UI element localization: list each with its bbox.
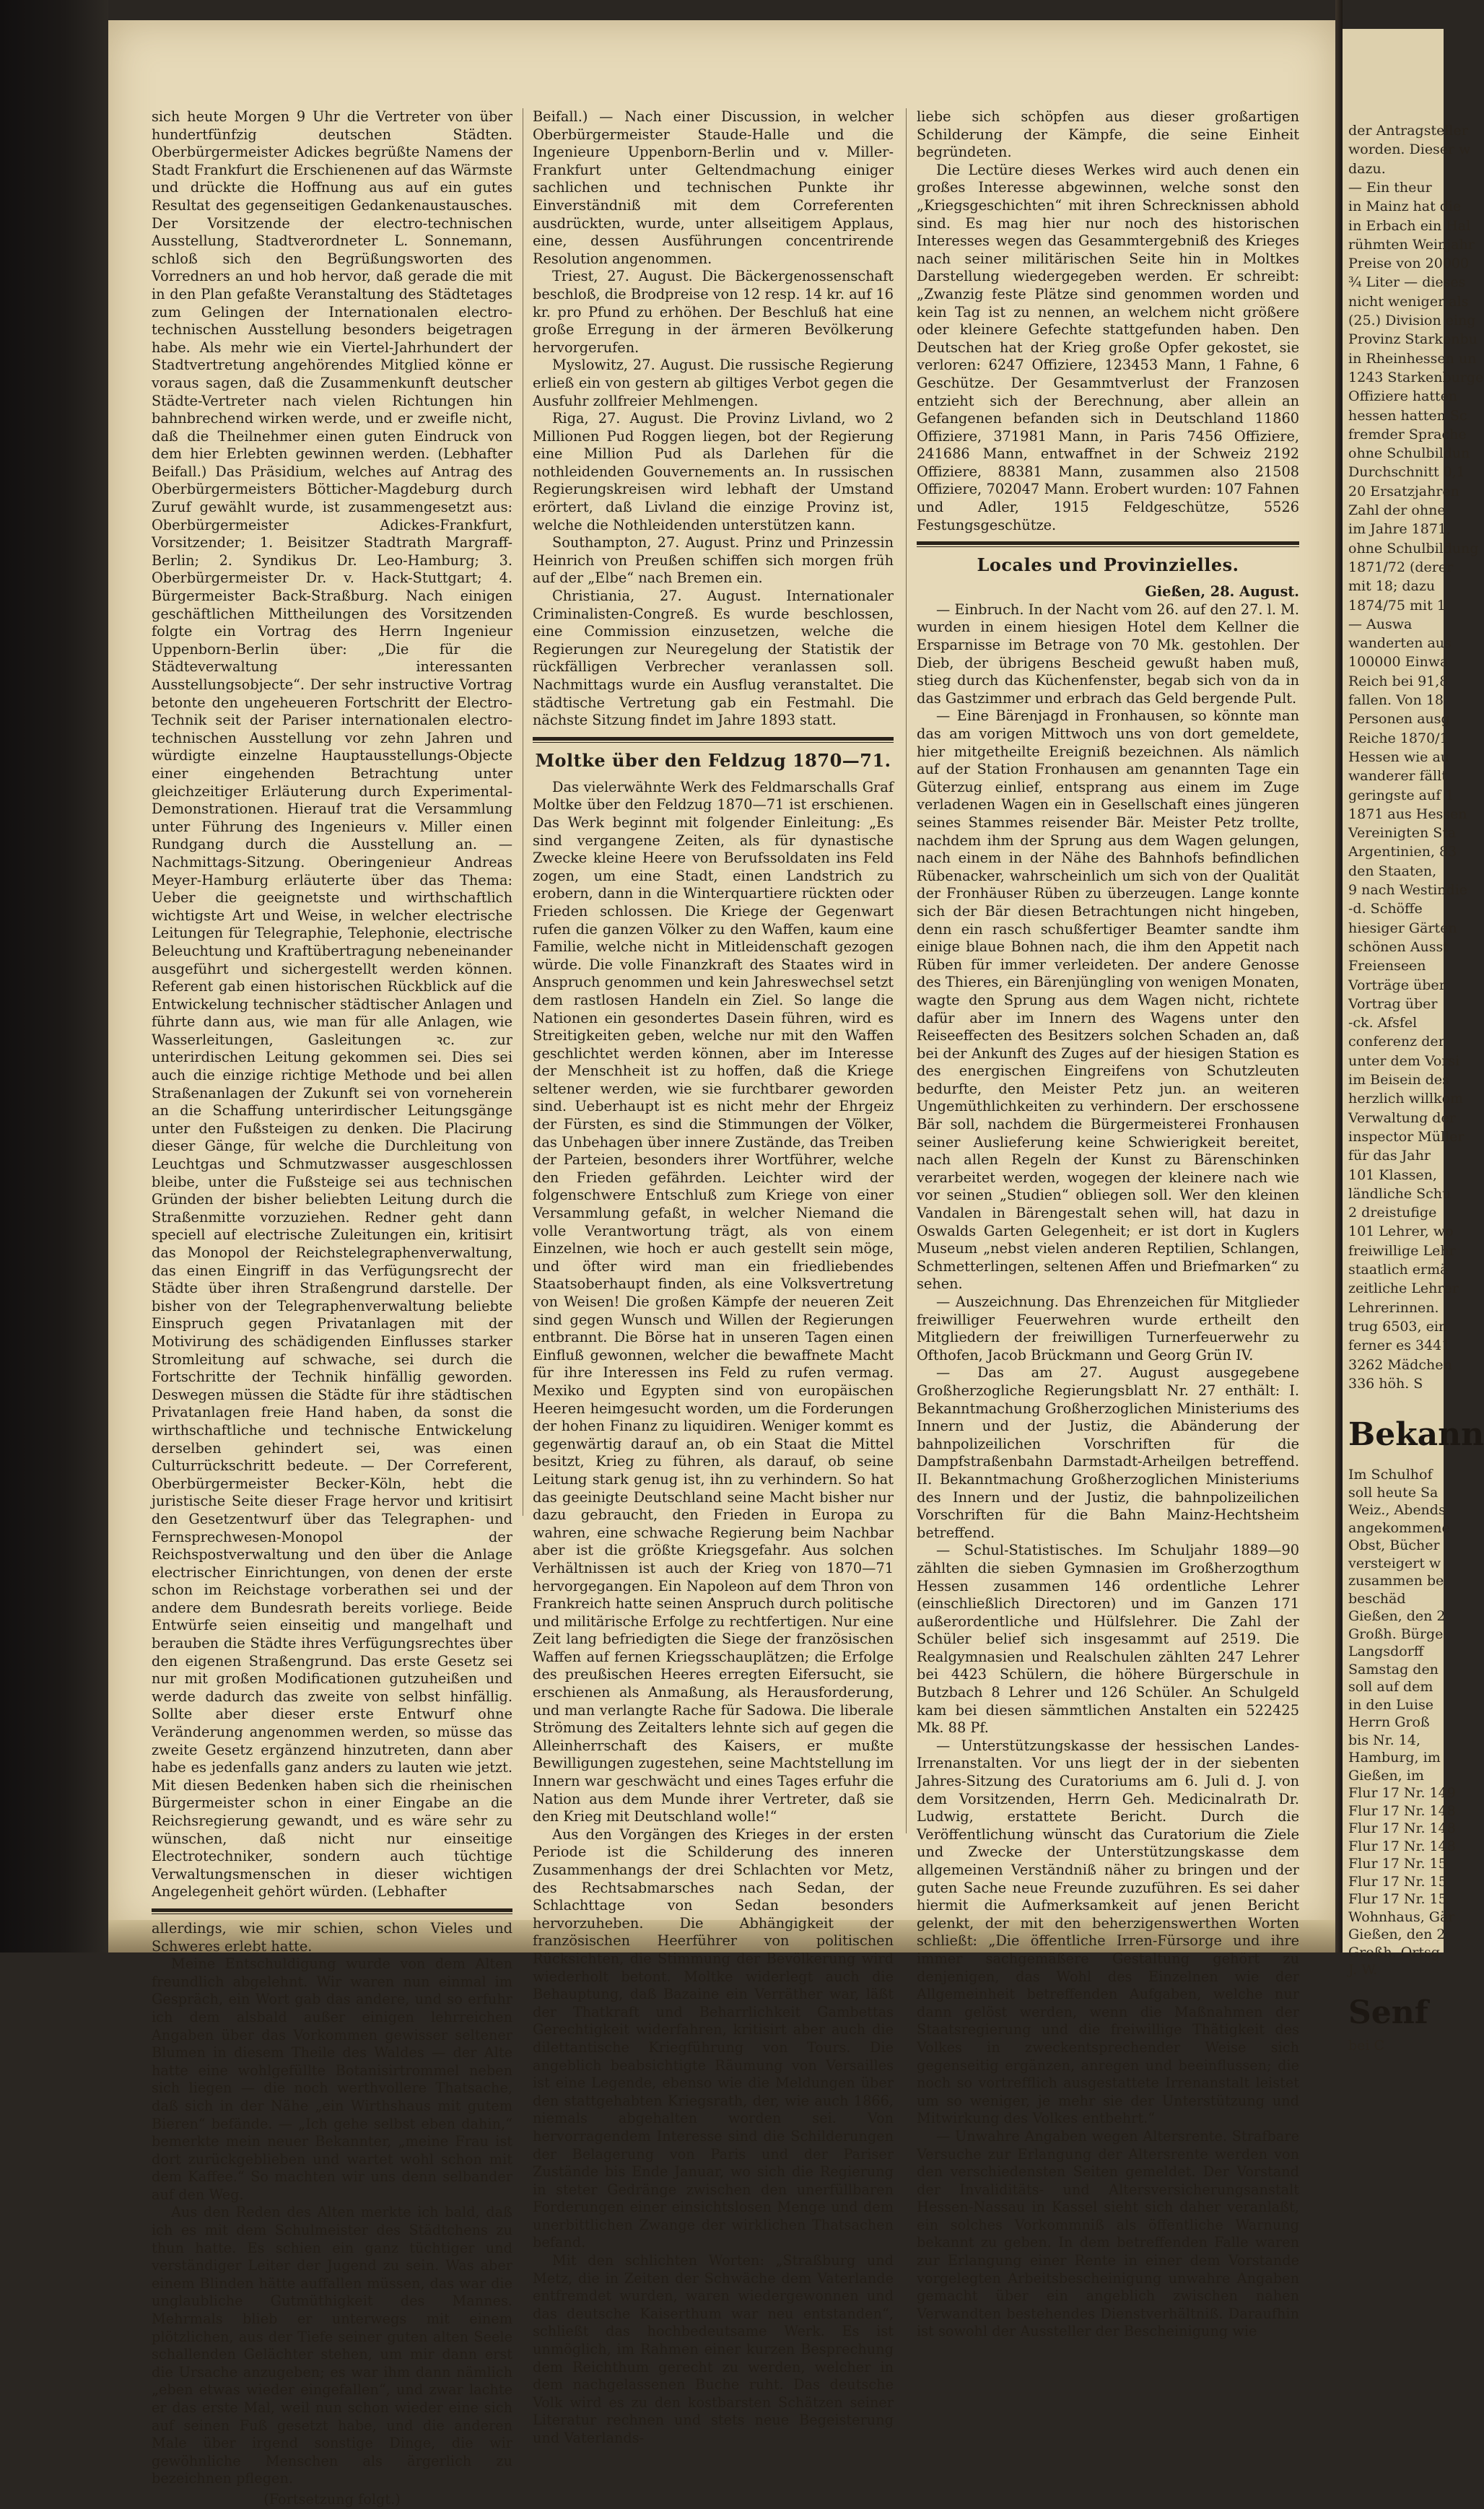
next-page-line: Lehrerinnen. [1348, 1299, 1439, 1316]
next-page-line: herzlich willkom [1348, 1091, 1464, 1107]
next-page-line: -ck. Afsfel [1348, 1015, 1418, 1031]
next-page-line: soll auf dem [1348, 1679, 1433, 1696]
next-page-line: Reiche 1870/1 [1348, 730, 1449, 746]
next-page-line: Verwaltung der [1348, 1109, 1456, 1126]
news-item: Triest, 27. August. Die Bäckergenossenschaft beschloß, die Brodpreise von 12 resp. 14 kr. auf 16 kr. pro Pfund zu erhöhen. Der Beschluß hat eine große Erregung in der ärmeren Bevölkerung hervorgerufen. [533, 268, 894, 356]
next-page-line: geringste auf 1 [1348, 787, 1454, 803]
next-page-line: fremder Sprache [1348, 426, 1467, 442]
next-page-line: Vortrag über [1348, 995, 1438, 1012]
next-page-line: 1874/75 mit 1 [1348, 597, 1446, 614]
next-page-line: Flur 17 Nr. 149 [1348, 1785, 1456, 1802]
column-rule [906, 108, 907, 1833]
local-news-item: — Schul-Statistisches. Im Schuljahr 1889—90 zählten die sieben Gymnasien im Großherzogthum Hessen zusammen 146 ordentliche Lehrer (einschließlich Directoren) und im Ganzen 171 außerordentliche und Hülfslehrer. Die Zahl der Schüler belief sich insgesammt auf 2519. Die Realgymnasien und Realschulen zählten 247 Lehrer bei 4423 Schülern, die höhere Bürgerschule in Butzbach 8 Lehrer und 126 Schüler. An Schulgeld kam bei diesen sämmtlichen Anstalten ein 522425 Mk. 88 Pf. [917, 1542, 1299, 1737]
feuilleton-divider [152, 1908, 512, 1914]
next-page-line: fallen. Von 18 [1348, 692, 1444, 708]
article-text: liebe sich schöpfen aus dieser großartigen Schilderung der Kämpfe, die seine Einheit begründeten. [917, 108, 1299, 161]
next-page-line: Gießen, den 2 [1348, 1927, 1446, 1943]
next-page-line: Flur 17 Nr. 15 [1348, 1873, 1447, 1890]
next-page-line: in den Luise [1348, 1696, 1433, 1713]
next-page-line: 9 nach Westindie [1348, 882, 1468, 898]
article-paragraph: Aus den Vorgängen des Krieges in der ersten Periode ist die Schilderung des inneren Zusammenhangs der drei Schlachten vor Metz, des Rechtsabmarsches nach Sedan, der Schlachttage von Sedan besonders hervorzuheben. Die Abhängigkeit der französischen Heerführer von politischen Rücksichten, die Stimmung der Bevölkerung wird wiederholt betont. Moltke widerlegt auch die Behauptung, daß Bazaine ein Verräther war, läßt der Thatkraft und Beharrlichkeit Gambettas Gerechtigkeit widerfahren, kritisirt aber auch die dilettantische Kriegführung von Tours. Die angeblich beabsichtigte Räumung von Versailles ist eine Legende, ebenso wie die Meldungen über den stattgehabten Kriegsrath, der, wie auch 1866, niemals abgehalten worden sei. Von hervorragendem Interesse sind die Schilderungen der Belagerung von Paris und der Pariser Zustände bis Ende Januar, wo sich die Regierung in steter Gedränge zwischen den unerfüllbaren Forderungen einer einsichtslosen Menge und dem unerbittlichen Zwange der wirklichen Thatsachen befand. [533, 1825, 894, 2251]
next-page-line: Gießen, den 2 [1348, 1608, 1446, 1625]
next-page-line: 3262 Mädchen [1348, 1356, 1452, 1373]
next-page-line: freiwillige Lehr [1348, 1242, 1456, 1259]
continuation-note: (Fortsetzung folgt.) [263, 2490, 401, 2508]
next-page-line: den Staaten, [1348, 863, 1437, 879]
next-page-line: worden. Dieser w [1348, 141, 1471, 158]
news-item: Myslowitz, 27. August. Die russische Regierung erließ ein von gestern ab giltiges Verbot gegen die Ausfuhr zollfreier Mehlmengen. [533, 357, 894, 409]
column-3 [917, 108, 1299, 2341]
next-page-line: Argentinien, 83 [1348, 844, 1457, 860]
next-page-line: Zahl der ohne [1348, 502, 1446, 518]
next-page-line: Provinz Starkenbu [1348, 331, 1478, 348]
next-page-line: mit 18; dazu [1348, 578, 1436, 595]
next-page-line: Vereinigten Sta [1348, 825, 1457, 842]
next-page-line: im Jahre 1871, [1348, 521, 1452, 538]
next-page-line: in Erbach ein Hal [1348, 217, 1471, 234]
next-page-line: soll heute Sa [1348, 1484, 1439, 1501]
next-page-line: 101 Lehrer, wo [1348, 1223, 1454, 1240]
feuilleton-paragraph: Aus den Reden des Alten merkte ich bald, daß ich es mit dem Schulmeister des Städtchens zu thun hatte. Es schien ein ganz tüchtiger und verständiger Leiter der Jugend zu sein. Was aber einem Blinden hätte auffallen müssen, das war die unglaubliche Gutmüthigkeit des Mannes. Mehrmals blieb er unterwegs mit einem plötzlichen, aus der Tiefe seiner guten alten Seele schallenden Gelächter stehen, um mir dann erst die Ursache anzugeben; es war ihm dann nämlich „eben etwas wieder eingefallen“, und zwar lachte er das erste Mal, weil nun schon wieder eine sich auf seinen Fuß gesetzt habe, und die anderen Male über irgend sonstige Dinge, die wir gewöhnliche Menschen als ärgerlich zu bezeichnen pflegen. [152, 2204, 512, 2487]
next-page-line: staatlich ermä [1348, 1262, 1449, 1278]
column-1 [152, 108, 512, 2509]
next-page-line: Großh. Ortsg [1348, 1944, 1440, 1960]
next-page-line: trug 6503, ein [1348, 1318, 1448, 1335]
news-item: Christiania, 27. August. Internationaler Criminalisten-Congreß. Es wurde beschlossen, eine Commission einzusetzen, welche die Regierungen zur Neuregelung der Statistik der rückfälligen Verbrecher veranlassen soll. Nachmittags wurde ein Ausflug veranstaltet. Die städtische Vertretung gab ein Festmahl. Die nächste Sitzung findet im Jahre 1893 statt. [533, 588, 894, 729]
next-page-heading: Bekann [1348, 1416, 1484, 1454]
next-page-line: schönen Ausst [1348, 938, 1449, 955]
next-page-line: — Ein theur [1348, 179, 1432, 196]
next-page-line: Weiz., Abends [1348, 1502, 1446, 1519]
local-news-item: — Auszeichnung. Das Ehrenzeichen für Mitglieder freiwilliger Feuerwehren wurde ertheilt den Mitgliedern der freiwilligen Turnerfeuerwehr zu Ofthofen, Jacob Brückmann und Georg Grün IV. [917, 1293, 1299, 1363]
section-heading: Locales und Provinzielles. [977, 554, 1239, 576]
next-page-line: Obst, Bücher [1348, 1537, 1440, 1554]
next-page-line: ohne Schulbildun [1348, 445, 1470, 462]
next-page-line: ländliche Schu [1348, 1185, 1452, 1202]
local-news-item: — Unwahre Angaben wegen Altersrente. Strafbare Versuche zur Erlangung der Altersrente werden von den verschiedensten Seiten gemeldet. Der Vorstand der Invaliditäts- und Altersversicherungsanstalt Hessen-Nassau in Kassel sieht sich daher veranlaßt, ein solches Vorkommniß als öffentliche Warnung bekannt zu geben. In dem betreffenden Falle waren zur Erlangung einer Rente in einer dem Vorstande vorgelegten Arbeitsbescheinigung unwahre Angaben gemacht über ein angeblich zwischen nahen Verwandten bestehendes Dienstverhältniß. Daraufhin ist sowohl der Aussteller der Bescheinigung wie [917, 2127, 1299, 2340]
news-item: Riga, 27. August. Die Provinz Livland, wo 2 Millionen Pud Roggen liegen, bot der Regierung eine Million Pud als Darlehen für die nothleidenden Gouvernements an. In russischen Regierungskreisen wird lebhaft der Umstand erörtert, daß Livland die einzige Provinz ist, welche die Nothleidenden unterstützen kann. [533, 410, 894, 533]
next-page-line: unter dem Vorsi [1348, 1052, 1460, 1069]
next-page-line: 1871/72 (derer [1348, 559, 1454, 575]
next-page-line: angekommene [1348, 1519, 1450, 1536]
next-page-line: Flur 17 Nr. 148 [1348, 1820, 1456, 1837]
next-page-line: Herrn Groß [1348, 1714, 1430, 1731]
local-news-item: — Einbruch. In der Nacht vom 26. auf den 27. l. M. wurden in einem hiesigen Hotel dem Kellner die Ersparnisse im Betrage von 70 Mk. gestohlen. Der Dieb, der übrigens Bescheid gewußt haben muß, stieg durch das Küchenfenster, begab sich von da in das Gastzimmer und erbrach das Geld bergende Pult. [917, 601, 1299, 707]
next-page-line: J. W. [1348, 1962, 1378, 1978]
next-page-line: hiesiger Gärten [1348, 920, 1457, 936]
next-page-line: nicht weniger als [1348, 293, 1469, 310]
article-paragraph: Die Lectüre dieses Werkes wird auch denen ein großes Interesse abgewinnen, welche sonst den „Kriegsgeschichten“ mit ihren Schrecknissen abhold sind. Es mag hier nur noch des historischen Interesses wegen das Gesammtergebniß des Krieges nach seiner militärischen Seite hin in Moltkes Darstellung wiedergegeben werden. Er schreibt: „Zwanzig feste Plätze sind genommen worden und kein Tag ist zu nennen, an welchem nicht größere oder kleinere Gefechte stattgefunden haben. Den Deutschen hat der Krieg große Opfer gekostet, sie verloren: 6247 Offiziere, 123453 Mann, 1 Fahne, 6 Geschütze. Der Gesammtverlust der Franzosen entzieht sich der Berechnung, aber allein an Gefangenen befanden sich in Deutschland 11860 Offiziere, 371981 Mann, in Paris 7456 Offiziere, 241686 Mann, entwaffnet in der Schweiz 2192 Offiziere, 88381 Mann, zusammen also 21508 Offiziere, 702047 Mann. Erobert wurden: 107 Fahnen und Adler, 1915 Feldgeschütze, 5526 Festungsgeschütze. [917, 161, 1299, 533]
next-page-line: 100000 Einwa [1348, 654, 1449, 671]
next-page-line: Flur 17 Nr. 15 [1348, 1856, 1447, 1872]
local-news-item: — Eine Bärenjagd in Fronhausen, so könnte man das am vorigen Mittwoch uns von dort gemeldete, hier mitgetheilte Ereigniß bezeichnen. Als nämlich auf der Station Fronhausen am genannten Tage ein Güterzug einlief, entsprang aus einem im Zuge verladenen Wagen ein in Gesellschaft eines jüngeren seines Stammes reisender Bär. Meister Petz trollte, nachdem ihm der Sprung aus dem Wagen gelungen, nach einem in der Nähe des Bahnhofs befindlichen Rübenacker, wahrscheinlich um sich von der Qualität der Fronhäuser Rüben zu überzeugen. Lange konnte sich der Bär diesen Betrachtungen nicht hingeben, denn ein rasch schußfertiger Beamter sandte ihm einige blaue Bohnen nach, die ihm den Appetit nach Rüben für immer verleideten. Der andere Genosse des Thieres, ein Bärenjüngling von wenigen Monaten, wagte den Sprung aus dem Wagen nicht, richtete dafür aber im Innern des Wagens unter den Reiseeffecten des Besitzers solchen Schaden an, daß bei der Ankunft des Zuges auf der hiesigen Station es des energischen Eingreifens von Schutzleuten bedurfte, den Meister Petz jun. an weiteren Ungemüthlichkeiten zu verhindern. Der erschossene Bär soll, nachdem die Bürgermeisterei Fronhausen seiner Auslieferung keine Schwierigkeit bereitet, nach allen Regeln der Kunst zu Bärenschinken verarbeitet werden, wogegen der kleinere nach wie vor seinen „Studien“ obliegen soll. Wer den kleinen Vandalen in Bärengestalt sehen will, hat dazu in Oswalds Garten Gelegenheit; er ist dort in Kuglers Museum „nebst vielen anderen Reptilien, Schlangen, Schmetterlingen, seltenen Affen und Briefmarken“ zu sehen. [917, 707, 1299, 1293]
next-page-line: wanderten aus [1348, 635, 1452, 652]
next-page-line: 101 Klassen, [1348, 1166, 1437, 1183]
section-heading: Moltke über den Feldzug 1870—71. [535, 749, 891, 771]
next-page-line: Flur 17 Nr. 148 [1348, 1802, 1456, 1819]
next-page-line: Durchschnitt 0,1 [1348, 464, 1465, 481]
next-page-line: Flur 17 Nr. 148 [1348, 1838, 1456, 1854]
next-page-line: conferenz der [1348, 1034, 1445, 1050]
next-page-line: bei C [1348, 2037, 1385, 2054]
next-page-line: zeitliche Lehrer [1348, 1280, 1459, 1297]
next-page-line: Wohnhaus, Gär [1348, 1908, 1455, 1925]
next-page-line: für das Jahr [1348, 1148, 1431, 1164]
next-page-line: in Mainz hat die [1348, 198, 1462, 215]
article-text: Beifall.) — Nach einer Discussion, in welcher Oberbürgermeister Staude-Halle und die Ingenieure Uppenborn-Berlin und v. Miller-Frankfurt unter Geltendmachung einiger sachlichen und technischen Punkte ihr Einverständniß mit dem Correferenten ausdrückten, wurde, unter allseitigem Applaus, eine, dessen Ausführungen concentrirende Resolution angenommen. [533, 108, 894, 267]
news-item: Southampton, 27. August. Prinz und Prinzessin Heinrich von Preußen schiffen sich morgen früh auf der „Elbe“ nach Bremen ein. [533, 534, 894, 587]
next-page-line: Großh. Bürge [1348, 1626, 1444, 1642]
next-page-line: (25.) Division eing [1348, 313, 1476, 328]
article-paragraph: Das vielerwähnte Werk des Feldmarschalls Graf Moltke über den Feldzug 1870—71 ist erschienen. Das Werk beginnt mit folgender Einleitung: „Es sind vergangene Zeiten, als für dynastische Zwecke kleine Heere von Berufssoldaten ins Feld zogen, um eine Stadt, einen Landstrich zu erobern, dann in die Winterquartiere rückten oder Frieden schlossen. Die Kriege der Gegenwart rufen die ganzen Völker zu den Waffen, kaum eine Familie, welche nicht in Mitleidenschaft gezogen würde. Die volle Finanzkraft des Staates wird in Anspruch genommen und kein Jahreswechsel setzt dem rastlosen Handeln ein Ziel. So lange die Nationen ein gesondertes Dasein führen, wird es Streitigkeiten geben, welche nur mit den Waffen geschlichtet werden können, aber im Interesse der Menschheit ist zu hoffen, daß die Kriege seltener werden, wie sie furchtbarer geworden sind. Ueberhaupt ist es nicht mehr der Ehrgeiz der Fürsten, es sind die Stimmungen der Völker, das Unbehagen über innere Zustände, das Treiben der Parteien, besonders ihrer Wortführer, welche den Frieden gefährden. Leichter wird der folgenschwere Entschluß zum Kriege von einer Versammlung gefaßt, in welcher Niemand die volle Verantwortung trägt, als von einem Einzelnen, wie hoch er auch gestellt sein möge, und öfter wird man ein friedliebendes Staatsoberhaupt finden, als eine Volksvertretung von Weisen! Die großen Kämpfe der neueren Zeit sind gegen Wunsch und Willen der Regierungen entbrannt. Die Börse hat in unseren Tagen einen Einfluß gewonnen, welcher die bewaffnete Macht für ihre Interessen ins Feld zu rufen vermag. Mexiko und Egypten sind von europäischen Heeren heimgesucht worden, um die Forderungen der hohen Finanz zu liquidiren. Weniger kommt es gegenwärtig darauf an, ob ein Staat die Mittel besitzt, Krieg zu führen, als darauf, ob seine Leitung stark genug ist, ihn zu verhindern. So hat das geeinigte Deutschland seine Macht bisher nur dazu gebraucht, den Frieden in Europa zu wahren, eine schwache Regierung beim Nachbar aber ist die größte Kriegsgefahr. Aus solchen Verhältnissen ist auch der Krieg von 1870—71 hervorgegangen. Ein Napoleon auf dem Thron von Frankreich hatte seinen Anspruch durch politische und militärische Erfolge zu rechtfertigen. Nur eine Zeit lang befriedigten die Siege der französischen Waffen auf fernen Kriegsschauplätzen; die Erfolge des preußischen Heeres erregten Eifersucht, sie erschienen als Anmaßung, als Herausforderung, und man verlangte Rache für Sadowa. Die liberale Strömung des Zeitalters lehnte sich auf gegen die Alleinherrschaft des Kaisers, er mußte Bewilligungen zugestehen, seine Machtstellung im Innern war geschwächt und eines Tages erfuhr die Nation aus dem Munde ihrer Vertreter, daß sie den Krieg mit Deutschland wolle!“ [533, 778, 894, 1825]
next-page-line: im Beisein des [1348, 1072, 1449, 1088]
next-page-line: versteigert w [1348, 1555, 1441, 1571]
dateline: Gießen, 28. August. [1145, 583, 1299, 601]
next-page-heading: Senf [1348, 1994, 1428, 2031]
next-page-line: dazu. [1348, 160, 1386, 177]
next-page-line: 2 dreistufige [1348, 1205, 1437, 1221]
next-page-line: Reich bei 91,8 [1348, 673, 1449, 689]
next-page-line: beschäd [1348, 1590, 1406, 1607]
next-page-line: Offiziere hatten [1348, 388, 1458, 405]
next-page-line: rühmten Weinjahr [1348, 236, 1475, 253]
next-page-line: ohne Schulbildung [1348, 540, 1479, 557]
next-page-line: Freienseen [1348, 958, 1426, 974]
next-page-line: ferner es 3441 [1348, 1338, 1451, 1354]
article-paragraph: Mit den schlichten Worten: „Straßburg und Metz, die in Zeiten der Schwäche dem Vaterlande entfremdet wurden, waren wiedergewonnen und das deutsche Kaiserthum war neu entstanden“, schließt das hochbedeutsame Werk. Es ist unmöglich, im Rahmen einer kurzen Besprechung dem Reichthum gerecht zu werden, welcher in dem nachgelassenen Buche ruht. Das deutsche Volk wird es zu den kostbarsten Schätzen seiner Literatur rechnen und stets neue Begeisterung und Vaterlands- [533, 2252, 894, 2446]
next-page-line: Hamburg, im [1348, 1750, 1441, 1766]
next-page-line: — Auswa [1348, 616, 1413, 632]
next-page-line: Personen ausg [1348, 711, 1450, 728]
next-page-line: -d. Schöffe [1348, 901, 1423, 917]
next-page-line: Im Schulhof [1348, 1467, 1433, 1483]
next-page-line: Flur 17 Nr. 15 [1348, 1891, 1447, 1908]
local-news-item: — Das am 27. August ausgegebene Großherzogliche Regierungsblatt Nr. 27 enthält: I. Bekanntmachung Großherzoglichen Ministeriums des Innern und der Justiz, die Abänderung der bahnpolizeilichen Vorschriften für die Dampfstraßenbahn Darmstadt-Arheilgen betreffend. II. Bekanntmachung Großherzoglichen Ministeriums des Innern und der Justiz, die bahnpolizeilichen Vorschriften für die Bahn Mainz-Hechtsheim betreffend. [917, 1364, 1299, 1541]
next-page-line: ¾ Liter — dieses [1348, 274, 1466, 291]
next-page-line: hessen hatten Sc [1348, 407, 1467, 424]
next-page-line: Gießen, im [1348, 1767, 1424, 1784]
next-page-line: wanderer fällt [1348, 768, 1447, 785]
next-page-edge [1343, 29, 1484, 2054]
next-page-line: 336 höh. S [1348, 1375, 1423, 1392]
local-news-item: — Unterstützungskasse der hessischen Landes-Irrenanstalten. Vor uns liegt der in der siebenten Jahres-Sitzung des Curatoriums am 6. Juli d. J. von dem Vorsitzenden, Herrn Geh. Medicinalrath Dr. Ludwig, erstattete Bericht. Durch die Veröffentlichung wünscht das Curatorium die Ziele und Zwecke der Unterstützungskasse dem allgemeinen Verständniß näher zu bringen und der guten Sache neue Freunde zuzuführen. Es sei daher hiermit die Aufmerksamkeit auf jenen Bericht gelenkt, der mit den beherzigenswerthen Worten schließt: „Die öffentliche Irren-Fürsorge und ihre immer sachgemäßere Gestaltung gehört zu denjenigen, das Wohl des Einzelnen wie der Allgemeinheit betreffenden Aufgaben, welche nur dann gelöst werden, wenn die Maßnahmen der Staatsregierung und die freiwillige Thätigkeit des Volkes in zweckentsprechender Weise sich gegenseitig ergänzen, anregen und beeinflussen; die noch so vortrefflich ausgestattete Irrenanstalt leistet um so weniger, je mehr sie der Unterstützung und Mitwirkung des Volkes entbehrt.“ [917, 1737, 1299, 2127]
next-page-line: Samstag den [1348, 1661, 1439, 1677]
next-page-line: Vorträge über [1348, 977, 1446, 993]
section-divider [533, 737, 894, 743]
next-page-line: bis Nr. 14, [1348, 1732, 1420, 1748]
next-page-line: Preise von 20000 [1348, 256, 1470, 272]
article-text: sich heute Morgen 9 Uhr die Vertreter von über hundertfünfzig deutschen Städten. Oberbürgermeister Adickes begrüßte Namens der Stadt Frankfurt die Erschienenen auf das Wärmste und drückte die Hoffnung aus auf ein gutes Resultat des gegenseitigen Gedankenaustausches. Der Vorsitzende der electro-technischen Ausstellung, Stadtverordneter L. Sonnemann, schloß sich den Begrüßungsworten des Vorredners an und hob hervor, daß gerade die mit in den Plan gefaßte Veranstaltung des Städtetages zum Gelingen der Internationalen electro-technischen Ausstellung besonders beigetragen habe. Als mehr wie ein Viertel-Jahrhundert der Stadtvertretung angehörendes Mitglied könne er voraus sagen, daß die Zusammenkunft deutscher Städte-Vertreter nach vielen Richtungen hin bahnbrechend wirken werde, und er zweifle nicht, daß die Theilnehmer einen guten Eindruck von dem hier Erlebten gewinnen werden. (Lebhafter Beifall.) Das Präsidium, welches auf Antrag des Oberbürgermeisters Bötticher-Magdeburg durch Zuruf gewählt wurde, ist zusammengesetzt aus: Oberbürgermeister Adickes-Frankfurt, Vorsitzender; 1. Beisitzer Stadtrath Margraff-Berlin; 2. Syndikus Dr. Leo-Hamburg; 3. Oberbürgermeister Dr. v. Hack-Stuttgart; 4. Bürgermeister Back-Straßburg. Nach einigen geschäftlichen Mittheilungen des Vorsitzenden folgte ein Vortrag des Herrn Ingenieur Uppenborn-Berlin über: „Die für die Städteverwaltung interessanten Ausstellungsobjecte“. Der sehr instructive Vortrag betonte den ungeheueren Fortschritt der Electro-Technik seit der Pariser internationalen electro-technischen Ausstellung vor zehn Jahren und würdigte einzelne Hauptausstellungs-Objecte einer eingehenden Betrachtung unter gleichzeitiger Erläuterung durch Experimental-Demonstrationen. Hierauf trat die Versammlung unter Führung des Ingenieurs v. Miller einen Rundgang durch die Ausstellung an. — Nachmittags-Sitzung. Oberingenieur Andreas Meyer-Hamburg erläuterte über das Thema: Ueber die geeignetste und wirthschaftlich wichtigste Art und Weise, in welcher electrische Leitungen für Telegraphie, Telephonie, electrische Beleuchtung und Kraftübertragung nebeneinander ausgeführt und sichergestellt werden können. Referent gab einen historischen Rückblick auf die Entwickelung technischer städtischer Anlagen und führte dann aus, wie man für alle Anlagen, wie Wasserleitungen, Gasleitungen ꝛc. zur unterirdischen Leitung gekommen sei. Dies sei auch die einzige richtige Methode und bei allen Straßenanlagen der Zukunft sei von vorneherein an die Schaffung unterirdischer Leitungsgänge unter den Fußsteigen zu denken. Die Placirung dieser Gänge, für welche die Durchleitung von Leuchtgas und Schmutzwasser ausgeschlossen bleibe, unter die Fußsteige sei aus technischen Gründen der bisher beliebten Leitung durch die Straßenmitte vorzuziehen. Redner geht dann speciell auf electrische Zuleitungen ein, kritisirt das Monopol der Reichstelegraphenverwaltung, das einen Eingriff in das Verfügungsrecht der Städte über ihren Straßengrund darstelle. Der bisher von der Telegraphenverwaltung beliebte Einspruch gegen Privatanlagen mit der Motivirung des schädigenden Einflusses starker Stromleitung auf schwache, sei durch die Fortschritte der Technik hinfällig geworden. Deswegen müssen die Städte für ihre städtischen Privatanlagen freie Hand haben, da sonst die wirthschaftliche und technische Entwickelung derselben gehindert sei, was einen Culturrückschritt bedeute. — Der Correferent, Oberbürgermeister Becker-Köln, hebt die juristische Seite dieser Frage hervor und kritisirt den Gesetzentwurf über das Telegraphen- und Fernsprechwesen-Monopol der Reichspostverwaltung und den über die Anlage electrischer Einrichtungen, von denen der erste schon im Reichstage vorberathen sei und der andere dem Bundesrath bereits vorliege. Beide Entwürfe seien einseitig und mangelhaft und berauben die Städte ihres Verfügungsrechtes über den eigenen Straßengrund. Das erste Gesetz sei nur mit großen Modificationen gutzuheißen und werde dadurch das zweite von selbst hinfällig. Sollte aber dieser erste Entwurf ohne Veränderung angenommen werden, so müsse das zweite Gesetz ergänzend hinzutreten, dann aber habe es jedenfalls ganz anders zu lauten wie jetzt. Mit diesen Bedenken haben sich die rheinischen Bürgermeister schon in einer Eingabe an die Reichsregierung gewandt, und es wäre sehr zu wünschen, daß nicht nur einseitige Electrotechniker, sondern auch tüchtige Verwaltungsmenschen in dieser wichtigen Angelegenheit gehört würden. (Lebhafter [152, 108, 512, 1901]
section-divider [917, 541, 1299, 547]
next-page-line: zusammen be [1348, 1573, 1444, 1589]
next-page-line: Langsdorff [1348, 1644, 1424, 1660]
next-page-line: Hessen wie au [1348, 749, 1450, 765]
next-page-line: inspector Müller [1348, 1128, 1465, 1145]
next-page-line: der Antragsteller [1348, 123, 1468, 139]
page-gutter [1335, 0, 1343, 1952]
next-page-line: 20 Ersatzjahren [1348, 483, 1459, 499]
feuilleton-paragraph: Meine Entschuldigung wurde von dem Alten freundlich abgelehnt. Wir waren nun einmal im Gespräch, ein Wort gab das andere, und so erfuhr ich dem alsbald außer einigen lehrreichen Angaben über das Vorkommen gewisser seltener Blumen in diesem Theile des Waldes — der Alte hatte eine wohlgefüllte Botanisirtrommel neben sich liegen — die noch werthvollere Thatsache, daß sich in der Nähe „ein Wirthshaus mit gutem Bieren“ befände. — „Ich gehe selbst eben dahin,“ bemerkte mein neuer Bekannter, „meine Frau ist dort zurückgeblieben und wartet wohl schon mit dem Kaffee.“ So machten wir uns denn selbander auf den Weg. [152, 1955, 512, 2203]
book-binding-shadow [0, 0, 108, 1952]
next-page-line: 1871 aus Hessen [1348, 806, 1467, 822]
next-page-line: in Rheinhessen un [1348, 350, 1477, 367]
column-2 [533, 108, 894, 2448]
feuilleton-paragraph: allerdings, wie mir schien, schon Vieles und Schweres erlebt hatte. [152, 1919, 512, 1955]
next-page-line: 1243 Starkenburge [1348, 369, 1484, 385]
